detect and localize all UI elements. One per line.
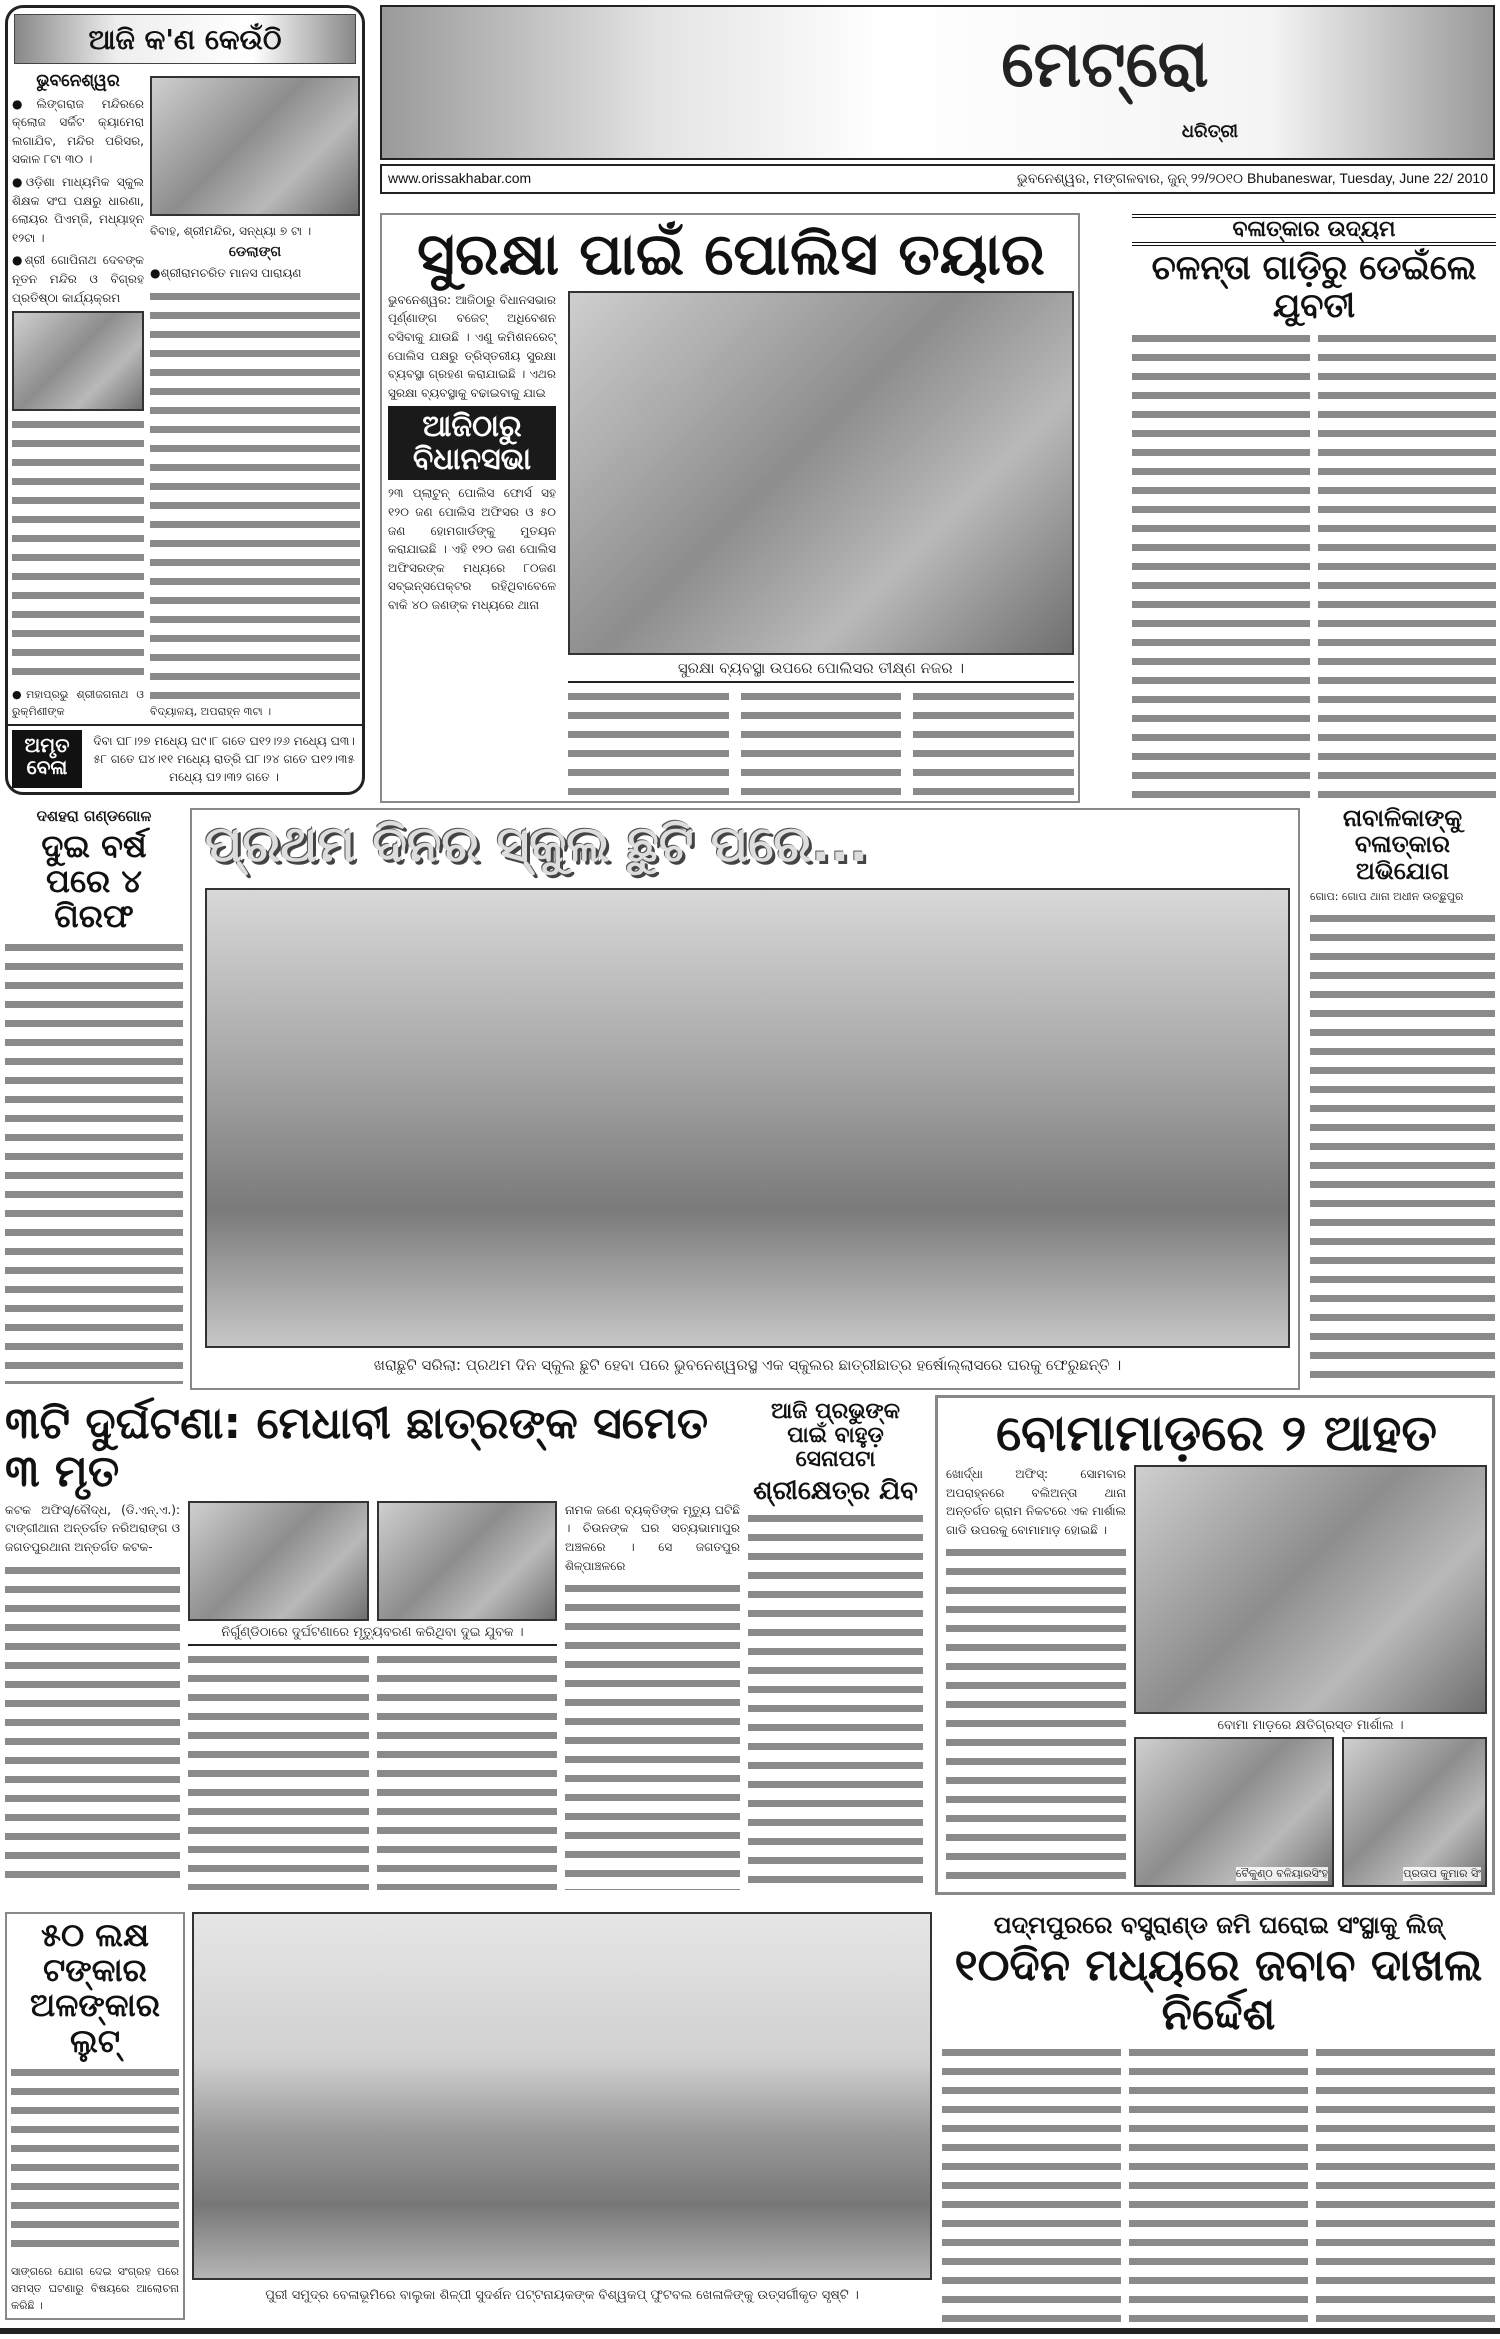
sidebar-item: ବିଦ୍ୟାଳୟ, ଅପରାହ୍ନ ୩ଟା । <box>150 704 272 718</box>
school-headline: ପ୍ରଥମ ଦିନର ସ୍କୁଲ ଛୁଟି ପରେ... <box>205 815 869 873</box>
person1-label: ବୈକୁଣ୍ଠ ବଳିୟାରସିଂହ <box>1235 1867 1328 1880</box>
rape-text <box>1132 329 1310 798</box>
sidebar-city: ଭୁବନେଶ୍ୱର <box>36 71 120 91</box>
rape-story <box>1132 214 1496 798</box>
bomb-caption: ବୋମା ମାଡ଼ରେ କ୍ଷତିଗ୍ରସ୍ତ ମାର୍ଶାଲ । <box>1217 1718 1404 1733</box>
amrita-bela-text: ଦିବା ଘ୮।୨୭ ମଧ୍ୟେ ଘ୯।୮ ଗତେ ଘ୧୨।୨୬ ମଧ୍ୟେ ଘ୩।୫୮ ଗତେ ଘ୪।୧୧ ମଧ୍ୟେ ରାତ୍ରି ଘ୮।୨୪ ଗତେ ଘ୧୨।୩୫ ମଧ୍ୟେ ଘ୨।୩୨ ଗତେ । <box>93 734 355 784</box>
sand-art-photo <box>192 1912 932 2280</box>
sidebar-item: ●ଶ୍ରୀରାମଚରିତ ମାନସ ପାରାୟଣ <box>150 265 302 280</box>
loot-tail: ସାଙ୍ଗରେ ଯୋଗ ଦେଇ ସଂଗ୍ରହ ପରେ ସମସ୍ତ ଘଟଣାରୁ ବିଷୟରେ ଆଲୋଚନା କରିଛି । <box>11 2264 179 2312</box>
padampur-text <box>1316 2043 1495 2322</box>
sidebar-right-column <box>150 222 360 720</box>
bomb-headline: ବୋମାମାଡ଼ରେ ୨ ଆହତ <box>995 1404 1438 1462</box>
masthead <box>380 5 1495 160</box>
accident-text <box>5 1561 180 1890</box>
masthead-logo-sub: ଧରିତ୍ରୀ <box>1181 121 1239 142</box>
sidebar-item: ବିବାହ, ଶ୍ରୀମନ୍ଦିର, ସନ୍ଧ୍ୟା ୭ ଟା । <box>150 224 312 238</box>
sidebar-item: ●ମହାପ୍ରଭୁ ଶ୍ରୀଜଗନାଥ ଓ ରୁକ୍ମିଣୀଙ୍କ <box>12 687 144 718</box>
sidebar-left-column <box>12 72 144 720</box>
page-bottom-rule <box>0 2328 1500 2334</box>
minor-story <box>1310 805 1495 1385</box>
dasahara-kicker: ଦଶହରା ଗଣ୍ଡଗୋଳ <box>36 807 152 825</box>
sidebar-item: ●ଲିଙ୍ଗରାଜ ମନ୍ଦିରରେ କ୍ଲୋଜ ସର୍କିଟ କ୍ୟାମେରା ଲଗାଯିବ, ମନ୍ଦିର ପରିସର, ସକାଳ ୮ଟା ୩୦ । <box>12 96 144 167</box>
accident-body <box>5 1501 740 1890</box>
padampur-text <box>1129 2043 1308 2322</box>
sidebar-item: ●ଶ୍ରୀ ଗୋପିନାଥ ଦେବଙ୍କ ନୂତନ ମନ୍ଦିର ଓ ବିଗ୍ରହ ପ୍ରତିଷ୍ଠା କାର୍ଯ୍ୟକ୍ରମ <box>12 253 144 305</box>
person2-label: ପ୍ରତାପ କୁମାର ସିଂ <box>1403 1867 1481 1880</box>
accident-text <box>565 1579 740 1890</box>
dasahara-text <box>5 938 183 1384</box>
police-text <box>568 687 729 797</box>
bomb-story <box>935 1395 1495 1895</box>
accident-text <box>377 1650 558 1890</box>
police-badge: ଆଜିଠାରୁ ବିଧାନସଭା <box>388 406 556 480</box>
crowd-photo <box>12 311 144 411</box>
padampur-text <box>942 2043 1121 2322</box>
masthead-logo: ମେଟ୍ରୋ <box>1001 28 1209 102</box>
minor-headline: ନାବାଳିକାଙ୍କୁ ବଳାତ୍କାର ଅଭିଯୋଗ <box>1342 804 1463 885</box>
havan-photo <box>150 76 360 216</box>
police-lead: ଭୁବନେଶ୍ୱର: ଆଜିଠାରୁ ବିଧାନସଭାର ପୂର୍ଣ୍ଣାଙ୍ଗ ବଜେଟ୍ ଅଧିବେଶନ ବସିବାକୁ ଯାଉଛି । ଏଣୁ କମିଶନରେଟ୍ ପୋଲିସ ପକ୍ଷରୁ ତ୍ରିସ୍ତରୀୟ ସୁରକ୍ଷା ବ୍ୟବସ୍ଥା ଗ୍ରହଣ କରାଯାଇଛି । ଏଥର ସୁରକ୍ଷା ବ୍ୟବସ୍ଥାକୁ ବଢାଇବାକୁ ଯାଇ <box>388 292 556 400</box>
injured-person-photo <box>1134 1737 1334 1887</box>
divider <box>568 681 1074 683</box>
divider <box>188 1644 557 1646</box>
accident-story <box>5 1400 740 1890</box>
police-headline: ସୁରକ୍ଷା ପାଇଁ ପୋଲିସ ତୟାର <box>417 220 1045 288</box>
police-body <box>388 291 1074 797</box>
accident-headline: ୩ଟି ଦୁର୍ଘଟଣା: ମେଧାବୀ ଛାତ୍ରଙ୍କ ସମେତ ୩ ମୃତ <box>5 1398 709 1498</box>
bomb-body <box>946 1465 1487 1887</box>
bomb-photo-column <box>1134 1465 1487 1887</box>
minor-text <box>1310 909 1495 1385</box>
damaged-vehicle-photo <box>1134 1465 1487 1714</box>
dateline: ଭୁବନେଶ୍ୱର, ମଙ୍ଗଳବାର, ଜୁନ୍ ୨୨/୨୦୧୦ Bhubaneswar, Tuesday, June 22/ 2010 <box>1016 170 1488 186</box>
minor-lead: ଗୋପ: ଗୋପ ଥାନା ଅଧୀନ ଉଚ୍ଛୁପୁର <box>1310 890 1464 904</box>
accident-lead: କଟକ ଅଫିସ୍/ବୌଦ୍ଧ, (ଡି.ଏନ୍.ଏ.): ଟାଙ୍ଗୀଥାନା ଅନ୍ତର୍ଗତ ନରିଅରାଙ୍ଗ ଓ ଜଗତପୁରଥାନା ଅନ୍ତର୍ଗତ କଟକ- <box>5 1502 180 1554</box>
accident-text-columns <box>188 1650 557 1890</box>
sidebar-text <box>12 415 144 682</box>
bomb-text <box>946 1543 1126 1887</box>
victim-photo <box>377 1501 558 1621</box>
sidebar-city: ଡେଲାଙ୍ଗ <box>228 243 282 260</box>
school-caption: ଖରାଛୁଟି ସରିଲା: ପ୍ରଥମ ଦିନ ସ୍କୁଲ ଛୁଟି ହେବା ପରେ ଭୁବନେଶ୍ୱରସ୍ଥ ଏକ ସ୍କୁଲର ଛାତ୍ରୀଛାତ୍ର ହର୍ଷୋଲ୍ଲାସରେ ଘରକୁ ଫେରୁଛନ୍ତି । <box>373 1356 1122 1374</box>
accident-column <box>5 1501 180 1890</box>
injured-photos <box>1134 1737 1487 1887</box>
rape-headline: ଚଳନ୍ତା ଗାଡ଼ିରୁ ଡେଇଁଲେ ଯୁବତୀ <box>1151 248 1477 326</box>
website-link[interactable]: www.orissakhabar.com <box>388 170 532 186</box>
loot-story <box>5 1912 185 2320</box>
rape-text <box>1318 329 1496 798</box>
victim-photo <box>188 1501 369 1621</box>
police-photo <box>568 291 1074 655</box>
police-text <box>913 687 1074 797</box>
amrita-bela-label: ଅମୃତ ବେଳା <box>12 730 82 788</box>
padampur-kicker: ପଦ୍ମପୁରରେ ବସ୍ତ୍ରାଣ୍ଡ ଜମି ଘରୋଇ ସଂସ୍ଥାକୁ ଲିଜ୍ <box>993 1911 1444 1939</box>
senapata-story <box>748 1400 923 1890</box>
padampur-text-columns <box>942 2043 1495 2322</box>
accident-column <box>565 1501 740 1890</box>
senapata-text <box>748 1509 923 1890</box>
bomb-lead: ଖୋର୍ଦ୍ଧା ଅଫିସ୍: ସୋମବାର ଅପରାହ୍ନରେ ବଲିଅନ୍ତା ଥାନା ଅନ୍ତର୍ଗତ ଗ୍ରାମ ନିକଟରେ ଏକ ମାର୍ଶାଲ ଗାଡି ଉପରକୁ ବୋମାମାଡ଼ ହୋଇଛି । <box>946 1467 1126 1537</box>
police-photo-column <box>568 291 1074 797</box>
accident-text <box>188 1650 369 1890</box>
senapata-headline: ଆଜି ପ୍ରଭୁଙ୍କ ପାଇଁ ବାହୁଡ଼ ସେନାପଟା <box>770 1399 901 1473</box>
rape-kicker: ବଳାତ୍କାର ଉଦ୍ୟମ <box>1132 214 1496 246</box>
padampur-headline: ୧୦ଦିନ ମଧ୍ୟରେ ଜବାବ ଦାଖଲ ନିର୍ଦ୍ଦେଶ <box>954 1940 1483 2040</box>
sidebar-text <box>150 287 360 699</box>
police-story <box>380 213 1080 803</box>
police-cont: ୨୩ ପ୍ଲାଟୁନ୍ ପୋଲିସ ଫୋର୍ସ ସହ ୧୨୦ ଜଣ ପୋଲିସ ଅଫିସର ଓ ୫୦ ଜଣ ହୋମଗାର୍ଡଙ୍କୁ ମୁତୟନ କରାଯାଇଛି । ଏହି ୧୨୦ ଜଣ ପୋଲିସ ଅଫିସରଙ୍କ ମଧ୍ୟରେ ୮୦ଜଣ ସବ୍‌ଇନ୍ସପେକ୍ଟର ରହିଥିବାବେଳେ ବାକି ୪୦ ଜଣଙ୍କ ମଧ୍ୟରେ ଥାନା <box>388 486 556 612</box>
accident-photo-column <box>188 1501 557 1890</box>
police-caption: ସୁରକ୍ଷା ବ୍ୟବସ୍ଥା ଉପରେ ପୋଲିସର ତୀକ୍ଷ୍ଣ ନଜର । <box>677 659 965 677</box>
bomb-text-column <box>946 1465 1126 1887</box>
senapata-headline2: ଶ୍ରୀକ୍ଷେତ୍ର ଯିବ <box>753 1475 918 1506</box>
dasahara-story <box>5 808 183 1384</box>
padampur-story <box>942 1912 1495 2322</box>
loot-headline: ୫୦ ଲକ୍ଷ ଟଙ୍କାର ଅଳଙ୍କାର ଲୁଟ୍ <box>29 1916 161 2060</box>
rape-text-columns <box>1132 329 1496 798</box>
police-text-columns <box>568 687 1074 797</box>
dasahara-headline: ଦୁଇ ବର୍ଷ ପରେ ୪ ଗିରଫ <box>41 826 147 935</box>
victim-photos <box>188 1501 557 1621</box>
loot-text <box>11 2063 179 2259</box>
injured-person-photo <box>1342 1737 1487 1887</box>
police-text-column <box>388 291 556 797</box>
accident-col2: ନାମକ ଜଣେ ବ୍ୟକ୍ତିଙ୍କ ମୃତ୍ୟୁ ଘଟିଛି । ଚିଉନଙ୍କ ଘର ସତ୍ୟଭାମାପୁର ଅଞ୍ଚଳରେ । ସେ ଜଗତପୁର ଶିଳ୍ପାଞ୍ଚଳରେ <box>565 1502 740 1573</box>
sand-caption: ପୁରୀ ସମୁଦ୍ର ବେଳାଭୂମିରେ ବାଲୁକା ଶିଳ୍ପୀ ସୁଦର୍ଶନ ପଟ୍ଟନାୟକଙ୍କ ବିଶ୍ୱକପ୍ ଫୁଟବଲ ଖେଳାଳିଙ୍କୁ ଉତ୍ସର୍ଗୀକୃତ ସୃଷ୍ଟି । <box>265 2288 859 2303</box>
divider <box>8 724 362 726</box>
accident-caption: ନିର୍ଗୁଣ୍ଡିଠାରେ ଦୁର୍ଘଟଣାରେ ମୃତ୍ୟୁବରଣ କରିଥିବା ଦୁଇ ଯୁବକ । <box>221 1624 524 1640</box>
school-children-photo <box>205 888 1290 1348</box>
sidebar-title: ଆଜି କ'ଣ କେଉଁଠି <box>14 14 356 64</box>
police-text <box>741 687 902 797</box>
sidebar-item: ●ଓଡ଼ିଶା ମାଧ୍ୟମିକ ସ୍କୁଲ ଶିକ୍ଷକ ସଂଘ ପକ୍ଷରୁ ଧାରଣା, ଲୋୟର ପିଏମ୍‌ଜି, ମଧ୍ୟାହ୍ନ ୧୨ଟା । <box>12 175 144 245</box>
